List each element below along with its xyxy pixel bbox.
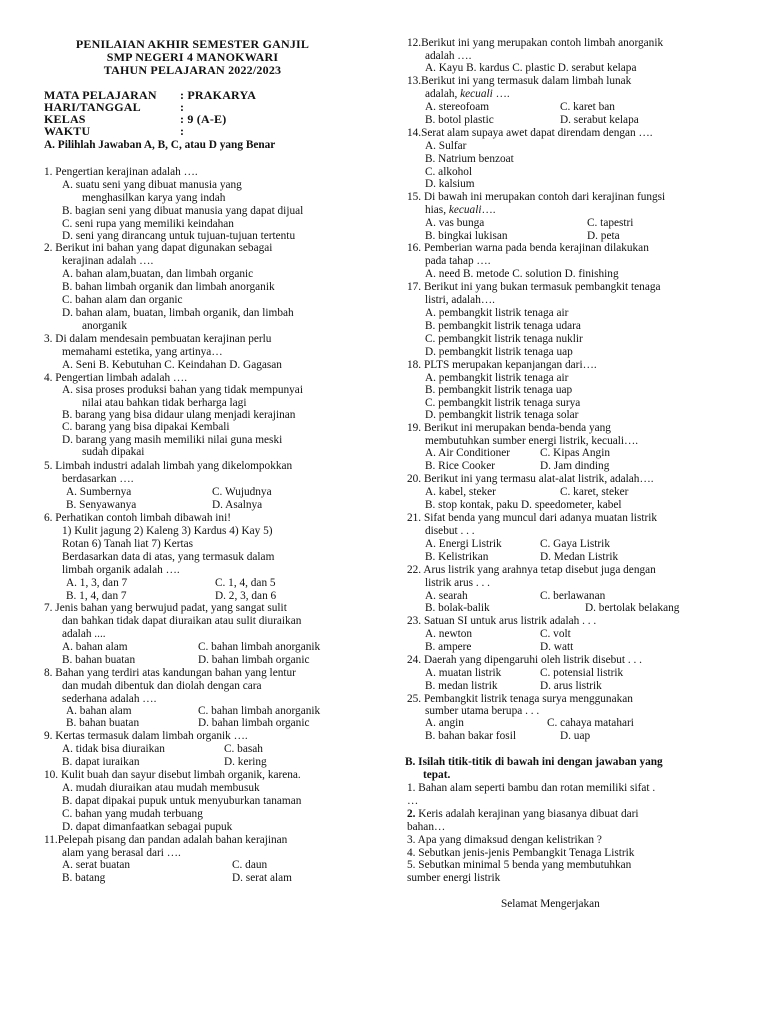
q22-option-a: A. searah <box>425 590 468 602</box>
q17-option-a: A. pembangkit listrik tenaga air <box>425 307 569 319</box>
q6-stem-cont2: limbah organik adalah …. <box>62 564 180 576</box>
q6-stem-cont: Berdasarkan data di atas, yang termasuk dalam <box>62 551 275 563</box>
q13-kecuali: kecuali <box>460 88 493 100</box>
q19-stem-cont: membutuhkan sumber energi listrik, kecuali…. <box>425 435 639 447</box>
q17-option-c: C. pembangkit listrik tenaga nuklir <box>425 333 583 345</box>
essay-5-cont: sumber energi listrik <box>407 872 501 884</box>
q12-stem: 12.Berikut ini yang merupakan contoh limbah anorganik <box>407 37 664 49</box>
q11-option-c: C. daun <box>232 859 268 871</box>
q11-option-a: A. serat buatan <box>62 859 131 871</box>
q20-stem: 20. Berikut ini yang termasu alat-alat listrik, adalah…. <box>407 473 654 485</box>
section-b-heading-cont: tepat. <box>423 769 451 781</box>
q5-option-c: C. Wujudnya <box>212 486 272 498</box>
q15-kecuali: kecuali <box>448 204 482 216</box>
essay-3: 3. Apa yang dimaksud dengan kelistrikan ? <box>407 834 602 846</box>
q12-stem-cont: adalah …. <box>425 50 472 62</box>
q6-option-a: A. 1, 3, dan 7 <box>66 577 128 589</box>
q9-option-b: B. dapat iuraikan <box>62 756 140 768</box>
q6-option-d: D. 2, 3, dan 6 <box>215 590 277 602</box>
q19-stem: 19. Berikut ini merupakan benda-benda yang <box>407 422 611 434</box>
info-value-mapel: : PRAKARYA <box>180 88 257 102</box>
q25-stem: 25. Pembangkit listrik tenaga surya menggunakan <box>407 693 633 705</box>
q11-option-b: B. batang <box>62 872 106 884</box>
q1-option-a: A. suatu seni yang dibuat manusia yang <box>62 179 242 191</box>
q8-option-b: B. bahan buatan <box>66 717 140 729</box>
q24-option-c: C. potensial listrik <box>540 667 624 679</box>
q14-option-a: A. Sulfar <box>425 140 467 152</box>
q14-option-b: B. Natrium benzoat <box>425 153 514 165</box>
essay-4: 4. Sebutkan jenis-jenis Pembangkit Tenaga Listrik <box>407 847 635 859</box>
info-value-waktu: : <box>180 124 185 138</box>
q2-option-a: A. bahan alam,buatan, dan limbah organic <box>62 268 254 280</box>
q6-list-1: 1) Kulit jagung 2) Kaleng 3) Kardus 4) Kay 5) <box>62 525 273 537</box>
q7-option-c: C. bahan limbah anorganik <box>198 641 321 653</box>
q22-option-c: C. berlawanan <box>540 590 606 602</box>
q15-option-c: C. tapestri <box>587 217 634 229</box>
q14-stem: 14.Serat alam supaya awet dapat direndam dengan …. <box>407 127 653 139</box>
q14-option-d: D. kalsium <box>425 178 475 190</box>
q25-stem-cont: sumber utama berupa . . . <box>425 705 540 717</box>
q15-stem-cont <box>425 204 496 217</box>
q21-option-b: B. Kelistrikan <box>425 551 489 563</box>
essay-2-cont: bahan… <box>407 821 446 833</box>
q18-option-d: D. pembangkit listrik tenaga solar <box>425 409 579 421</box>
section-b-heading: B. Isilah titik-titik di bawah ini dengan jawaban yang <box>405 756 663 768</box>
q22-option-d: D. bertolak belakang <box>585 602 680 614</box>
q1-option-d: D. seni yang dirancang untuk tujuan-tujuan tertentu <box>62 230 296 242</box>
q3-stem-cont: memahami estetika, yang artinya… <box>62 346 223 358</box>
q6-option-b: B. 1, 4, dan 7 <box>66 590 127 602</box>
q21-option-d: D. Medan Listrik <box>540 551 619 563</box>
q14-option-c: C. alkohol <box>425 166 473 178</box>
q25-option-d: D. uap <box>560 730 591 742</box>
q2-option-d: D. bahan alam, buatan, limbah organik, dan limbah <box>62 307 294 319</box>
q22-stem: 22. Arus listrik yang arahnya tetap disebut juga dengan <box>407 564 656 576</box>
info-label-hari: HARI/TANGGAL <box>44 100 141 114</box>
q15-option-b: B. bingkai lukisan <box>425 230 508 242</box>
q1-option-b: B. bagian seni yang dibuat manusia yang dapat dijual <box>62 205 304 217</box>
q8-stem: 8. Bahan yang terdiri atas kandungan bahan yang lentur <box>44 667 296 679</box>
q16-stem: 16. Pemberian warna pada benda kerajinan dilakukan <box>407 242 649 254</box>
q8-stem-cont: dan mudah dibentuk dan diolah dengan cara <box>62 680 262 692</box>
essay-1: 1. Bahan alam seperti bambu dan rotan memiliki sifat . <box>407 782 656 794</box>
q10-option-c: C. bahan yang mudah terbuang <box>62 808 203 820</box>
exam-title: PENILAIAN AKHIR SEMESTER GANJIL <box>75 37 310 51</box>
q5-option-d: D. Asalnya <box>212 499 263 511</box>
q24-stem: 24. Daerah yang dipengaruhi oleh listrik disebut . . . <box>407 654 642 666</box>
q24-option-a: A. muatan listrik <box>425 667 502 679</box>
q4-option-a-cont: nilai atau bahkan tidak berharga lagi <box>82 397 247 409</box>
info-label-waktu: WAKTU <box>44 124 91 138</box>
q2-stem: 2. Berikut ini bahan yang dapat digunakan sebagai <box>44 242 273 254</box>
q23-option-b: B. ampere <box>425 641 472 653</box>
q5-option-b: B. Senyawanya <box>66 499 137 511</box>
q10-option-a: A. mudah diuraikan atau mudah membusuk <box>62 782 260 794</box>
q6-stem: 6. Perhatikan contoh limbah dibawah ini! <box>44 512 231 524</box>
q19-option-b: B. Rice Cooker <box>425 460 495 472</box>
school-year: TAHUN PELAJARAN 2022/2023 <box>103 63 282 77</box>
q15-stem: 15. Di bawah ini merupakan contoh dari kerajinan fungsi <box>407 191 666 203</box>
q9-option-d: D. kering <box>224 756 267 768</box>
essay-2-number: 2. <box>407 808 416 820</box>
q2-option-c: C. bahan alam dan organic <box>62 294 183 306</box>
info-value-hari: : <box>180 100 185 114</box>
q11-stem: 11.Pelepah pisang dan pandan adalah bahan kerajinan <box>44 834 288 846</box>
q8-option-a: A. bahan alam <box>66 705 132 717</box>
q7-option-b: B. bahan buatan <box>62 654 136 666</box>
q20-option-a: A. kabel, steker <box>425 486 496 498</box>
q24-option-b: B. medan listrik <box>425 680 498 692</box>
q3-options: A. Seni B. Kebutuhan C. Keindahan D. Gagasan <box>62 359 282 371</box>
q4-stem: 4. Pengertian limbah adalah …. <box>44 372 188 384</box>
q13-option-a: A. stereofoam <box>425 101 489 113</box>
q4-option-b: B. barang yang bisa didaur ulang menjadi kerajinan <box>62 409 296 421</box>
q15-stem-cont-text: hias, <box>425 204 449 216</box>
q5-stem-cont: berdasarkan …. <box>62 473 134 485</box>
q21-option-a: A. Energi Listrik <box>425 538 502 550</box>
q3-stem: 3. Di dalam mendesain pembuatan kerajinan perlu <box>44 333 272 345</box>
q6-list-2: Rotan 6) Tanah liat 7) Kertas <box>62 538 194 550</box>
q15-stem-ellipsis: …. <box>481 204 496 216</box>
q16-stem-cont: pada tahap …. <box>425 255 491 267</box>
q23-option-d: D. watt <box>540 641 574 653</box>
q18-option-b: B. pembangkit listrik tenaga uap <box>425 384 573 396</box>
q17-option-d: D. pembangkit listrik tenaga uap <box>425 346 573 358</box>
q13-stem-cont <box>425 88 510 101</box>
essay-1-cont: … <box>407 795 419 807</box>
info-label-mapel: MATA PELAJARAN <box>44 88 157 102</box>
q2-stem-cont: kerajinan adalah …. <box>62 255 154 267</box>
q5-option-a: A. Sumbernya <box>66 486 132 498</box>
q22-stem-cont: listrik arus . . . <box>425 577 490 589</box>
q25-option-a: A. angin <box>425 717 464 729</box>
q8-option-d: D. bahan limbah organic <box>198 717 310 729</box>
q9-option-c: C. basah <box>224 743 263 755</box>
q18-option-a: A. pembangkit listrik tenaga air <box>425 372 569 384</box>
q13-stem: 13.Berikut ini yang termasuk dalam limbah lunak <box>407 75 632 87</box>
q7-stem-cont: dan bahkan tidak dapat diuraikan atau sulit diuraikan <box>62 615 302 627</box>
q13-option-b: B. botol plastic <box>425 114 494 126</box>
q10-stem: 10. Kulit buah dan sayur disebut limbah organik, karena. <box>44 769 301 781</box>
q23-option-c: C. volt <box>540 628 571 640</box>
q10-option-b: B. dapat dipakai pupuk untuk menyuburkan tanaman <box>62 795 302 807</box>
q4-option-d-cont: sudah dipakai <box>82 446 145 458</box>
q17-option-b: B. pembangkit listrik tenaga udara <box>425 320 581 332</box>
info-value-kelas: : 9 (A-E) <box>180 112 227 126</box>
q7-option-d: D. bahan limbah organic <box>198 654 310 666</box>
q21-stem-cont: disebut . . . <box>425 525 475 537</box>
q15-option-d: D. peta <box>587 230 620 242</box>
q18-option-c: C. pembangkit listrik tenaga surya <box>425 397 581 409</box>
q10-option-d: D. dapat dimanfaatkan sebagai pupuk <box>62 821 233 833</box>
q5-stem: 5. Limbah industri adalah limbah yang dikelompokkan <box>44 460 293 472</box>
q4-option-c: C. barang yang bisa dipakai Kembali <box>62 421 230 433</box>
essay-2-text: Keris adalah kerajinan yang biasanya dibuat dari <box>415 808 639 820</box>
q23-option-a: A. newton <box>425 628 473 640</box>
q17-stem: 17. Berikut ini yang bukan termasuk pembangkit tenaga <box>407 281 661 293</box>
q20-option-c: C. karet, steker <box>560 486 629 498</box>
q18-stem: 18. PLTS merupakan kepanjangan dari…. <box>407 359 597 371</box>
q4-option-d: D. barang yang masih memiliki nilai guna meski <box>62 434 283 446</box>
q21-stem: 21. Sifat benda yang muncul dari adanya muatan listrik <box>407 512 658 524</box>
q7-stem: 7. Jenis bahan yang berwujud padat, yang sangat sulit <box>44 602 287 614</box>
q1-stem: 1. Pengertian kerajinan adalah …. <box>44 166 198 178</box>
q13-stem-cont-text: adalah, <box>425 88 461 100</box>
q4-option-a: A. sisa proses produksi bahan yang tidak mempunyai <box>62 384 303 396</box>
q9-option-a: A. tidak bisa diuraikan <box>62 743 165 755</box>
q2-option-b: B. bahan limbah organik dan limbah anorganik <box>62 281 275 293</box>
info-label-kelas: KELAS <box>44 112 86 126</box>
q17-stem-cont: listri, adalah…. <box>425 294 495 306</box>
q20-option-b-d: B. stop kontak, paku D. speedometer, kabel <box>425 499 622 511</box>
q6-option-c: C. 1, 4, dan 5 <box>215 577 276 589</box>
q1-option-c: C. seni rupa yang memiliki keindahan <box>62 218 234 230</box>
q13-option-d: D. serabut kelapa <box>560 114 639 126</box>
q7-stem-cont2: adalah .... <box>62 628 106 640</box>
q8-stem-cont2: sederhana adalah …. <box>62 693 157 705</box>
q21-option-c: C. Gaya Listrik <box>540 538 610 550</box>
q7-option-a: A. bahan alam <box>62 641 128 653</box>
q11-stem-cont: alam yang berasal dari …. <box>62 847 181 859</box>
q8-option-c: C. bahan limbah anorganik <box>198 705 321 717</box>
q19-option-a: A. Air Conditioner <box>425 447 511 459</box>
essay-2 <box>407 808 639 821</box>
q13-option-c: C. karet ban <box>560 101 615 113</box>
section-a-heading: A. Pilihlah Jawaban A, B, C, atau D yang Benar <box>44 139 276 151</box>
q13-stem-ellipsis: …. <box>492 88 510 100</box>
q19-option-c: C. Kipas Angin <box>540 447 610 459</box>
essay-5: 5. Sebutkan minimal 5 benda yang membutuhkan <box>407 859 632 871</box>
q19-option-d: D. Jam dinding <box>540 460 610 472</box>
q23-stem: 23. Satuan SI untuk arus listrik adalah . . . <box>407 615 597 627</box>
q16-options: A. need B. metode C. solution D. finishing <box>425 268 619 280</box>
q2-option-d-cont: anorganik <box>82 320 127 332</box>
q12-options: A. Kayu B. kardus C. plastic D. serabut kelapa <box>425 62 637 74</box>
q1-option-a-cont: menghasilkan karya yang indah <box>82 192 226 204</box>
school-name: SMP NEGERI 4 MANOKWARI <box>106 50 279 64</box>
q22-option-b: B. bolak-balik <box>425 602 490 614</box>
q9-stem: 9. Kertas termasuk dalam limbah organik …. <box>44 730 248 742</box>
q25-option-b: B. bahan bakar fosil <box>425 730 516 742</box>
closing-text: Selamat Mengerjakan <box>501 898 600 910</box>
q11-option-d: D. serat alam <box>232 872 292 884</box>
q25-option-c: C. cahaya matahari <box>547 717 634 729</box>
q24-option-d: D. arus listrik <box>540 680 602 692</box>
q15-option-a: A. vas bunga <box>425 217 485 229</box>
